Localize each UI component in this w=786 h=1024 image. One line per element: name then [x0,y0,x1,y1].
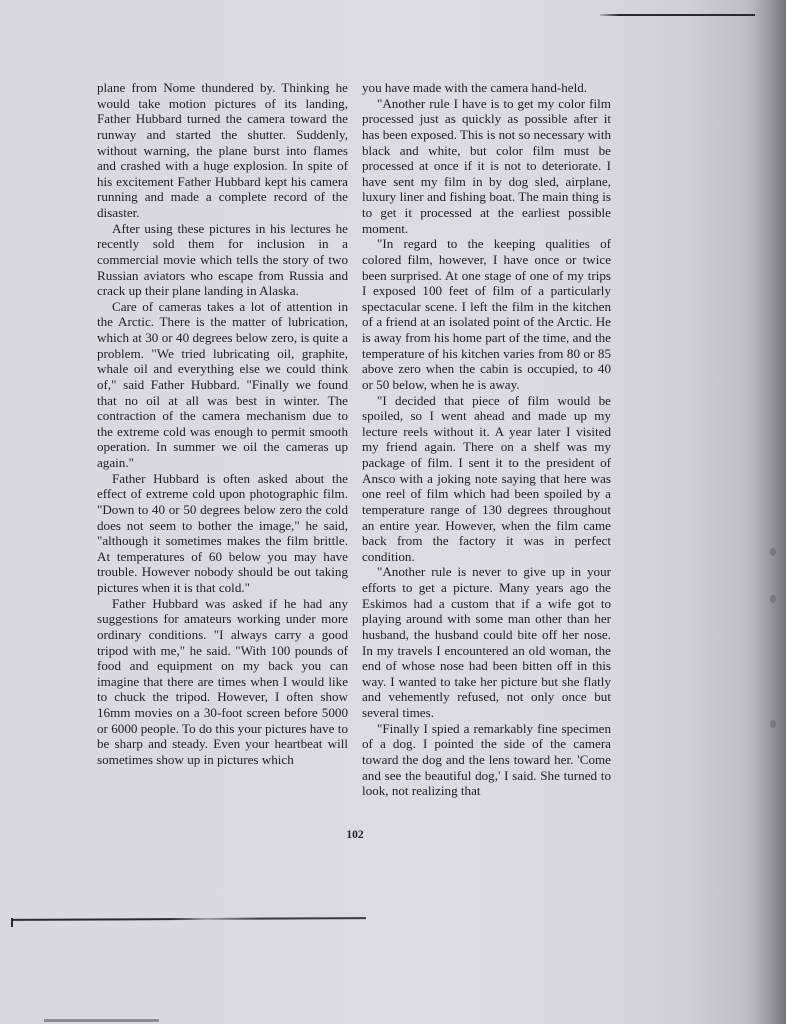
page-edge-shadow [746,0,786,1024]
bottom-edge-fragment [44,1019,159,1022]
bottom-rule-corner [11,918,13,927]
paragraph: Father Hubbard is often asked about the effect of extreme cold upon photographic film. "Down to 40 or 50 degrees below zero the cold does not seem to bother the image," he said, "although it sometimes makes the film brittle. At temperatures of 60 below you may have trouble. However nobody should be out taking pictures when it is that cold." [97,470,348,595]
edge-smudge [770,595,776,603]
paragraph: "In regard to the keeping qualities of colored film, however, I have once or twice been surprised. At one stage of one of my trips I exposed 100 feet of film of a particularly spectacular scene. I left the film in the kitchen of a friend at an isolated point of the Arctic. He is away from his home part of the time, and the temperature of his kitchen varies from 80 or 85 above zero when the cabin is occupied, to 40 or 50 below, when he is away. [362,236,611,392]
left-column [97,80,348,768]
right-column [362,80,611,799]
paragraph: Father Hubbard was asked if he had any suggestions for amateurs working under more ordinary conditions. "I always carry a good tripod with me," he said. "With 100 pounds of food and equipment on my back you can imagine that there are times when I would like to chuck the tripod. However, I often show 16mm movies on a 30-foot screen before 5000 or 6000 people. To do this your pictures have to be sharp and steady. Even your heartbeat will sometimes show up in pictures which [97,595,348,767]
paragraph: After using these pictures in his lectures he recently sold them for inclusion in a commercial movie which tells the story of two Russian aviators who escape from Russia and crack up their plane landing in Alaska. [97,220,348,299]
paragraph: Care of cameras takes a lot of attention in the Arctic. There is the matter of lubrication, which at 30 or 40 degrees below zero, is quite a problem. "We tried lubricating oil, graphite, whale oil and everything else we could think of," said Father Hubbard. "Finally we found that no oil at all was best in winter. The contraction of the camera mechanism due to the extreme cold was enough to permit smooth operation. In summer we oil the cameras up again." [97,298,348,470]
edge-smudge [770,720,776,728]
top-rule [600,14,755,16]
paragraph: "Another rule I have is to get my color film processed just as quickly as possible after it has been exposed. This is not so necessary with black and white, but color film must be processed at once if it is not to deteriorate. I have sent my film in by dog sled, airplane, luxury liner and fishing boat. The main thing is to get it processed at the earliest possible moment. [362,95,611,236]
paragraph: plane from Nome thundered by. Thinking he would take motion pictures of its landing, Father Hubbard turned the camera toward the runway and started the shutter. Suddenly, without warning, the plane burst into flames and crashed with a huge explosion. In spite of his excitement Father Hubbard kept his camera running and made a complete record of the disaster. [97,80,348,220]
paragraph: "Another rule is never to give up in your efforts to get a picture. Many years ago the Eskimos had a custom that if a wife got to playing around with some man other than her husband, the husband could bite off her nose. In my travels I encountered an old woman, the end of whose nose had been bitten off in this way. I wanted to take her picture but she flatly and vehemently refused, not only once but several times. [362,564,611,720]
edge-smudge [770,548,776,556]
paragraph: you have made with the camera hand-held. [362,80,588,95]
page-number: 102 [346,829,364,841]
bottom-rule [11,917,366,921]
paragraph: "I decided that piece of film would be spoiled, so I went ahead and made up my lecture reels without it. A year later I visited my friend again. There on a shelf was my package of film. I sent it to the president of Ansco with a joking note saying that here was one reel of film which had been spoiled by a temperature range of 130 degrees throughout an entire year. However, when the film came back from the factory it was in perfect condition. [362,392,611,564]
paragraph: "Finally I spied a remarkably fine specimen of a dog. I pointed the side of the camera toward the dog and the lens toward her. 'Come and see the beautiful dog,' I said. She turned to look, not realizing that [362,720,611,799]
